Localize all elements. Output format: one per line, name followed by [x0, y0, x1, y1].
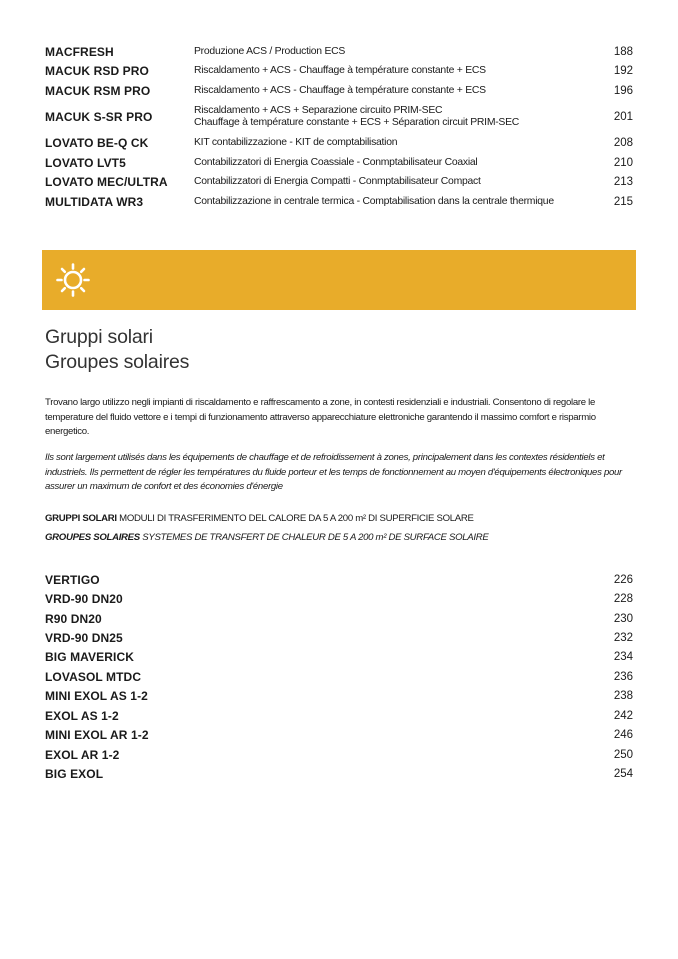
page-number: 238 [613, 690, 633, 703]
product-index-solar [45, 570, 633, 784]
product-name: BIG EXOL [45, 767, 104, 782]
product-name: MACUK RSM PRO [45, 83, 151, 98]
product-name: VRD-90 DN20 [45, 592, 123, 607]
page-number: 228 [613, 593, 633, 606]
product-name: MACUK S-SR PRO [45, 110, 153, 124]
subtitle-fr [45, 532, 488, 543]
page-number: 250 [613, 748, 633, 761]
page-number: 230 [613, 612, 633, 625]
page-number: 236 [613, 670, 633, 683]
page-number: 215 [613, 195, 633, 208]
subtitle-it [45, 513, 474, 524]
product-name: MINI EXOL AS 1-2 [45, 689, 148, 704]
page-number: 192 [613, 65, 633, 78]
page-number: 210 [613, 156, 633, 169]
section-title-it: Gruppi solari [45, 326, 153, 348]
page-number: 242 [613, 709, 633, 722]
index-row[interactable] [45, 570, 633, 589]
product-name: MACFRESH [45, 44, 114, 59]
product-name: MULTIDATA WR3 [45, 194, 144, 209]
index-row[interactable] [45, 134, 633, 154]
index-row[interactable] [45, 81, 633, 101]
page-number: 196 [613, 84, 633, 97]
index-row[interactable] [45, 667, 633, 686]
page-number: 254 [613, 768, 633, 781]
product-name: EXOL AS 1-2 [45, 708, 119, 723]
sun-icon [55, 262, 91, 298]
product-description: Riscaldamento + ACS + Separazione circuito PRIM-SEC Chauffage à température constante + ECS + Séparation circuit PRIM-SEC [194, 104, 520, 128]
index-row[interactable] [45, 101, 633, 134]
product-name: LOVASOL MTDC [45, 669, 142, 684]
product-name: BIG MAVERICK [45, 650, 134, 665]
page-number: 213 [613, 176, 633, 189]
page-number: 234 [613, 651, 633, 664]
index-row[interactable] [45, 745, 633, 764]
product-description: Contabilizzatori di Energia Compatti - Conmptabilisateur Compact [194, 176, 481, 187]
index-row[interactable] [45, 62, 633, 82]
page-number: 232 [613, 632, 633, 645]
product-name: EXOL AR 1-2 [45, 747, 120, 762]
index-row[interactable] [45, 706, 633, 725]
index-row[interactable] [45, 153, 633, 173]
page-number: 226 [613, 573, 633, 586]
product-description: Produzione ACS / Production ECS [194, 45, 346, 57]
product-description: KIT contabilizzazione - KIT de comptabilisation [194, 137, 398, 148]
product-name: MACUK RSD PRO [45, 64, 149, 79]
product-description: Contabilizzazione in centrale termica - Comptabilisation dans la centrale thermique [194, 195, 554, 207]
subtitle-it-bold: GRUPPI SOLARI [45, 513, 117, 524]
index-row[interactable] [45, 687, 633, 706]
subtitle-fr-bold: GROUPES SOLAIRES [45, 532, 140, 543]
product-name: MINI EXOL AR 1-2 [45, 728, 149, 743]
product-name: LOVATO BE-Q CK [45, 136, 149, 151]
index-row[interactable] [45, 42, 633, 62]
description-fr: Ils sont largement utilisés dans les équipements de chauffage et de refroidissement à zones, principalement dans les contextes résidentiels et industriels. Ils permettent de régler les températures du fluide porteur et les temps de fonctionnement au moyen d'équipements électroniques pour assurer un maximum de confort et des économies d'énergie [45, 452, 622, 492]
index-row[interactable] [45, 726, 633, 745]
product-description: Contabilizzatori di Energia Coassiale - Conmptabilisateur Coaxial [194, 156, 478, 168]
product-name: VERTIGO [45, 572, 100, 587]
index-row[interactable] [45, 589, 633, 608]
page-number: 201 [613, 111, 633, 123]
product-name: LOVATO MEC/ULTRA [45, 175, 168, 190]
page-number: 246 [613, 729, 633, 742]
index-row[interactable] [45, 192, 633, 212]
page-number: 208 [613, 137, 633, 150]
index-row[interactable] [45, 648, 633, 667]
product-description: Riscaldamento + ACS - Chauffage à température constante + ECS [194, 84, 486, 96]
product-name: R90 DN20 [45, 611, 102, 626]
index-row[interactable] [45, 609, 633, 628]
product-name: LOVATO LVT5 [45, 155, 126, 170]
product-description: Riscaldamento + ACS - Chauffage à température constante + ECS [194, 65, 486, 76]
index-row[interactable] [45, 628, 633, 647]
subtitle-fr-rest: SYSTEMES DE TRANSFERT DE CHALEUR DE 5 A 200 m² DE SURFACE SOLAIRE [139, 532, 489, 543]
index-row[interactable] [45, 173, 633, 193]
section-title [45, 325, 189, 375]
page-number: 188 [613, 45, 633, 58]
section-banner [42, 250, 636, 310]
index-row[interactable] [45, 764, 633, 783]
subtitle-it-rest: MODULI DI TRASFERIMENTO DEL CALORE DA 5 A 200 m² DI SUPERFICIE SOLARE [116, 513, 474, 524]
product-name: VRD-90 DN25 [45, 631, 123, 646]
product-index-top [45, 42, 633, 212]
description-it: Trovano largo utilizzo negli impianti di riscaldamento e raffrescamento a zone, in contesti residenziali e industriali. Consentono di regolare le temperature del fluido vettore e i tempi di funzionamento attraverso apparecchiature elettroniche garantendo il massimo comfort e risparmio energetico. [45, 397, 596, 437]
section-title-fr: Groupes solaires [45, 351, 190, 373]
